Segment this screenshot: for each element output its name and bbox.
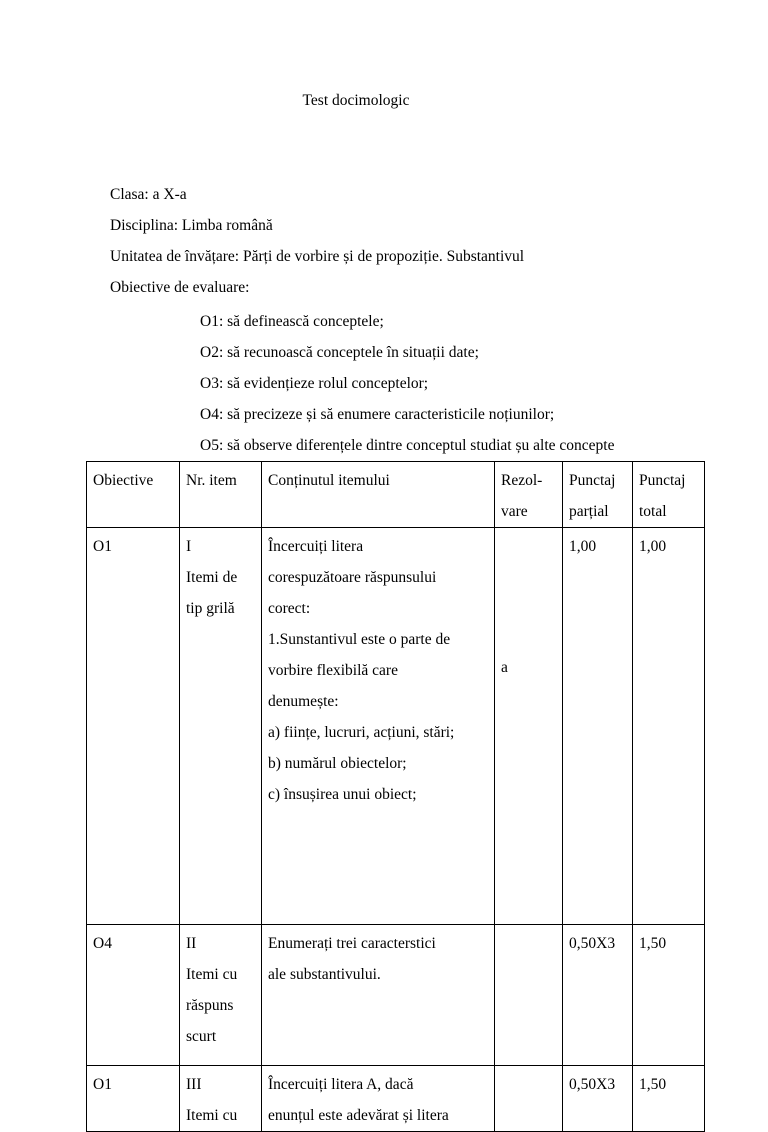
row-content xyxy=(262,528,495,925)
row-objective: O4 xyxy=(87,925,180,1066)
item-line: Itemi cu xyxy=(186,966,238,983)
objectives-heading: Obiective de evaluare: xyxy=(110,279,250,296)
row-total-score: 1,50 xyxy=(633,1066,705,1132)
item-line: II xyxy=(186,935,197,952)
content-line: corect: xyxy=(268,600,311,617)
row-item xyxy=(180,925,262,1066)
row-item xyxy=(180,1066,262,1132)
header-total-l2: total xyxy=(639,503,667,520)
header-solution-l2: vare xyxy=(501,503,528,520)
item-line: Itemi de xyxy=(186,569,238,586)
row-total-score: 1,00 xyxy=(633,528,705,925)
content-line: Enumerați trei caracterstici xyxy=(268,935,436,952)
row-item xyxy=(180,528,262,925)
header-item-content: Conținutul itemului xyxy=(262,462,495,528)
content-line: corespuzătoare răspunsului xyxy=(268,569,437,586)
content-line: vorbire flexibilă care xyxy=(268,662,398,679)
item-line: răspuns xyxy=(186,997,234,1014)
objective-item: O3: să evidențieze rolul conceptelor; xyxy=(200,375,429,392)
row-solution: a xyxy=(495,528,563,925)
row-partial-score: 0,50X3 xyxy=(563,925,633,1066)
item-line: Itemi cu xyxy=(186,1107,238,1124)
item-line: III xyxy=(186,1076,202,1093)
content-line: a) ființe, lucruri, acțiuni, stări; xyxy=(268,724,455,741)
table-header-row xyxy=(87,462,705,528)
subject-line: Disciplina: Limba română xyxy=(110,217,273,234)
header-total-score xyxy=(633,462,705,528)
row-content xyxy=(262,1066,495,1132)
content-line: Încercuiți litera xyxy=(268,538,364,555)
row-partial-score: 1,00 xyxy=(563,528,633,925)
row-partial-score: 0,50X3 xyxy=(563,1066,633,1132)
header-total-l1: Punctaj xyxy=(639,472,686,489)
table-row xyxy=(87,925,705,1066)
test-info xyxy=(110,185,524,309)
header-partial-l1: Punctaj xyxy=(569,472,616,489)
table-row xyxy=(87,1066,705,1132)
row-solution xyxy=(495,1066,563,1132)
item-line: scurt xyxy=(186,1028,217,1045)
content-line: ale substantivului. xyxy=(268,966,381,983)
content-line: 1.Sunstantivul este o parte de xyxy=(268,631,451,648)
objectives-list xyxy=(200,312,614,467)
header-partial-l2: parțial xyxy=(569,503,609,520)
content-line: enunțul este adevărat și litera xyxy=(268,1107,449,1124)
table-row xyxy=(87,528,705,925)
header-solution-l1: Rezol- xyxy=(501,472,543,489)
row-total-score: 1,50 xyxy=(633,925,705,1066)
content-line: Încercuiți litera A, dacă xyxy=(268,1076,414,1093)
row-solution xyxy=(495,925,563,1066)
objective-item: O4: să precizeze și să enumere caracteristicile noțiunilor; xyxy=(200,406,555,423)
header-item-number: Nr. item xyxy=(180,462,262,528)
content-line: denumește: xyxy=(268,693,339,710)
row-objective: O1 xyxy=(87,1066,180,1132)
header-partial-score xyxy=(563,462,633,528)
row-content xyxy=(262,925,495,1066)
item-line: I xyxy=(186,538,192,555)
objective-item: O5: să observe diferențele dintre conceptul studiat șu alte concepte xyxy=(200,437,615,454)
unit-line: Unitatea de învățare: Părți de vorbire și de propoziție. Substantivul xyxy=(110,248,525,265)
item-line: tip grilă xyxy=(186,600,235,617)
content-line: c) însușirea unui obiect; xyxy=(268,786,417,803)
content-line: b) numărul obiectelor; xyxy=(268,755,407,772)
class-line: Clasa: a X-a xyxy=(110,186,187,203)
objective-item: O1: să definească conceptele; xyxy=(200,313,384,330)
items-table xyxy=(86,461,705,1132)
objective-item: O2: să recunoască conceptele în situații date; xyxy=(200,344,479,361)
row-objective: O1 xyxy=(87,528,180,925)
document-title: Test docimologic xyxy=(302,92,410,109)
header-solution xyxy=(495,462,563,528)
header-objectives: Obiective xyxy=(87,462,180,528)
